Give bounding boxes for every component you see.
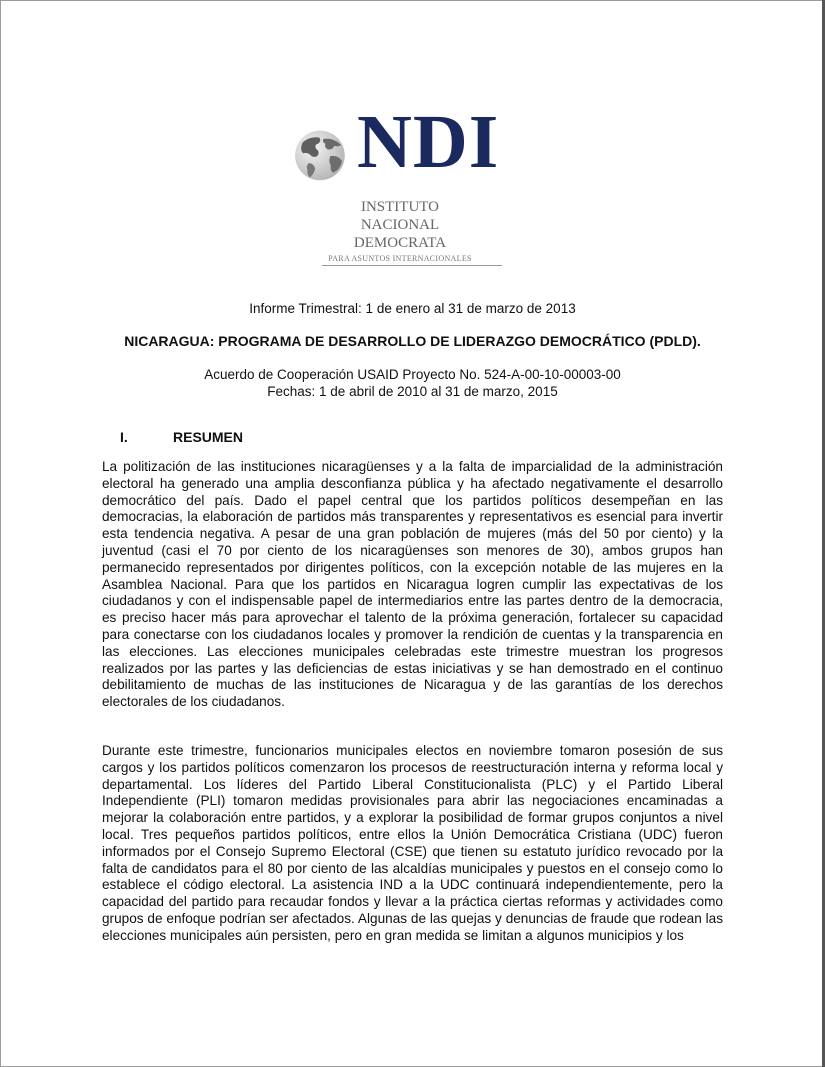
- globe-icon: [282, 112, 362, 202]
- report-title: NICARAGUA: PROGRAMA DE DESARROLLO DE LIDERAZGO DEMOCRÁTICO (PDLD).: [124, 333, 701, 349]
- logo-rule: [322, 265, 502, 266]
- section-title: RESUMEN: [173, 429, 244, 445]
- agreement-number: Acuerdo de Cooperación USAID Proyecto No. 524-A-00-10-00003-00: [204, 367, 621, 382]
- report-period: Informe Trimestral: 1 de enero al 31 de marzo de 2013: [249, 301, 576, 316]
- logo-acronym: NDI: [357, 100, 500, 184]
- paragraph-1: La politización de las instituciones nicaragüenses y a la falta de imparcialidad de la administración electoral ha generado una amplia desconfianza pública y ha afectado negativamente el desarrollo democrático del país. Dado el papel central que los partidos políticos desempeñan en las democracias, la elaboración de partidos más transparentes y representativos es esencial para invertir esta tendencia negativa. A pesar de una gran población de mujeres (más del 50 por ciento) y la juventud (casi el 70 por ciento de los nicaragüenses son menores de 30), ambos grupos han permanecido representados por dirigentes políticos, con la excepción notable de las mujeres en la Asamblea Nacional. Para que los partidos en Nicaragua logren cumplir las expectativas de los ciudadanos y con el indispensable papel de intermediarios entre las partes dentro de la democracia, es preciso hacer más para aprovechar el talento de la próxima generación, fortalecer su capacidad para conectarse con los ciudadanos locales y promover la rendición de cuentas y la transparencia en las elecciones. Las elecciones municipales celebradas este trimestre muestran los progresos realizados por las partes y las deficiencias de estas iniciativas y se han demostrado en el continuo debilitamiento de muchas de las instituciones de Nicaragua y de las garantías de los derechos electorales de los ciudadanos.: [102, 459, 723, 710]
- paragraph-2: Durante este trimestre, funcionarios municipales electos en noviembre tomaron posesión de sus cargos y los partidos políticos comenzaron los procesos de reestructuración interna y reforma local y departamental. Los líderes del Partido Liberal Constitucionalista (PLC) y el Partido Liberal Independiente (PLI) tomaron medidas provisionales para abrir las negociaciones encaminadas a mejorar la colaboración entre partidos, y a explorar la posibilidad de formar grupos conjuntos a nivel local. Tres pequeños partidos políticos, entre ellos la Unión Democrática Cristiana (UDC) fueron informados por el Consejo Supremo Electoral (CSE) que tienen su estatuto jurídico revocado por la falta de candidatos para el 80 por ciento de las alcaldías municipales y puestos en el consejo como lo establece el código electoral. La asistencia IND a la UDC continuará independientemente, pero la capacidad del partido para recaudar fondos y llevar a la práctica ciertas reformas y actividades como grupos de enfoque podrían ser afectados. Algunas de las quejas y denuncias de fraude que rodean las elecciones municipales aún persisten, pero en gran medida se limitan a algunos municipios y los: [102, 743, 723, 943]
- logo-tagline: PARA ASUNTOS INTERNACIONALES: [328, 254, 472, 263]
- logo-line-3: DEMOCRATA: [353, 235, 447, 251]
- logo-line-2: NACIONAL: [360, 217, 440, 233]
- section-number: I.: [120, 429, 128, 445]
- program-dates: Fechas: 1 de abril de 2010 al 31 de marzo, 2015: [267, 384, 558, 399]
- logo-line-1: INSTITUTO: [360, 199, 440, 215]
